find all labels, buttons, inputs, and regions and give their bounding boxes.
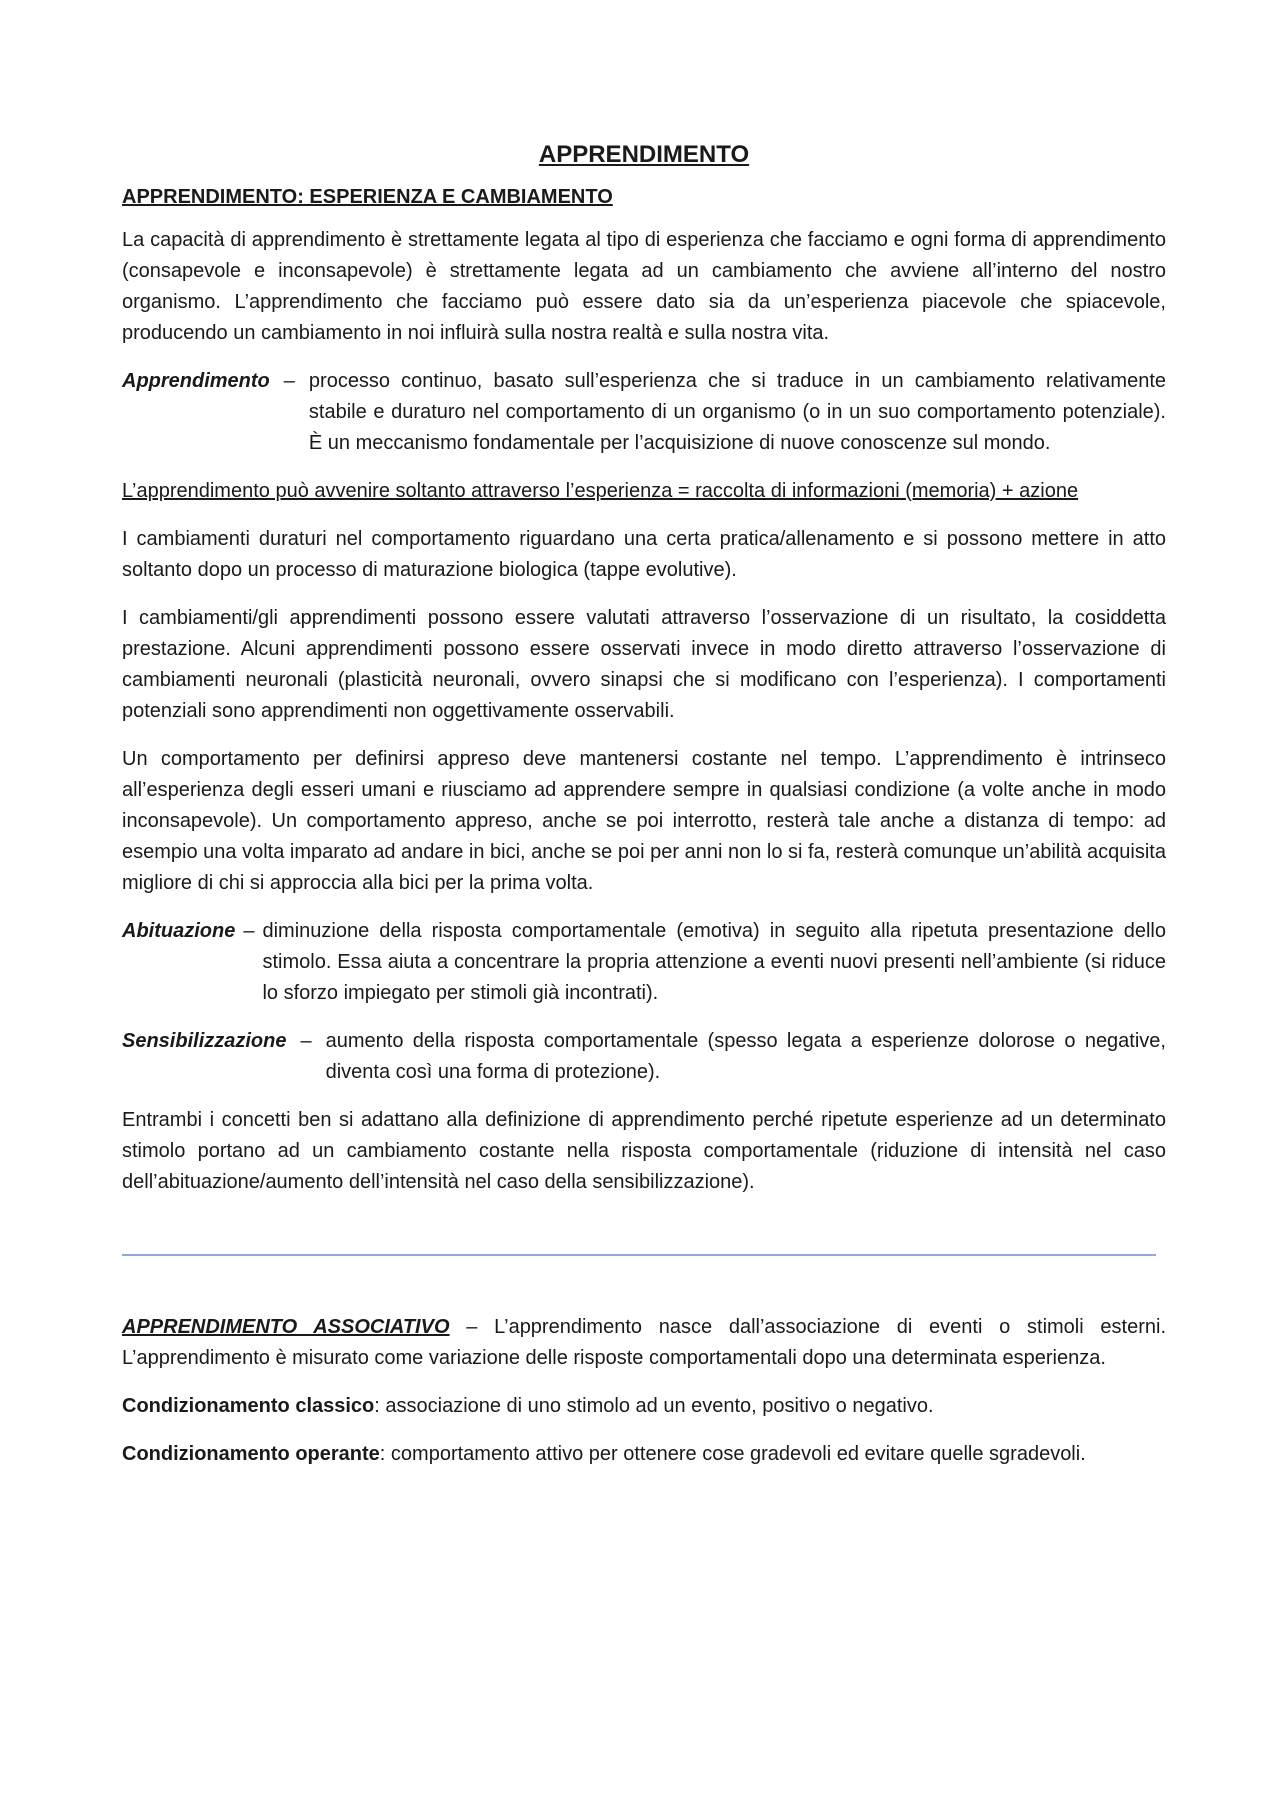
definition-apprendimento [122,366,1166,459]
operante-term: Condizionamento operante [122,1443,380,1465]
classico-term: Condizionamento classico [122,1395,375,1417]
paragraph-valutazione: I cambiamenti/gli apprendimenti possono essere valutati attraverso l’osservazione di un risultato, la cosiddetta prestazione. Alcuni apprendimenti possono essere osservati invece in modo diretto attraverso l’osservazione di cambiamenti neuronali (plasticità neuronali, ovvero sinapsi che si modificano con l’esperienza). I comportamenti potenziali sono apprendimenti non oggettivamente osservabili. [122,607,1166,722]
document-title: APPRENDIMENTO [538,141,750,168]
definition-text: diminuzione della risposta comportamentale (emotiva) in seguito alla ripetuta presentazione dello stimolo. Essa aiuta a concentrare la propria attenzione a eventi nuovi presenti nell’ambiente (si riduce lo sforzo impiegato per stimoli già incontrati). [262,920,1166,1004]
definition-term: Sensibilizzazione [122,1030,287,1052]
paragraph-classico [122,1391,1166,1422]
intro-paragraph: La capacità di apprendimento è strettamente legata al tipo di esperienza che facciamo e ogni forma di apprendimento (consapevole e inconsapevole) è strettamente legata ad un cambiamento che avviene all’interno del nostro organismo. L’apprendimento che facciamo può essere dato sia da un’esperienza piacevole che spiacevole, producendo un cambiamento in noi influirà sulla nostra realtà e sulla nostra vita. [122,229,1166,344]
associativo-text: – L’apprendimento nasce dall’associazione di eventi o stimoli esterni. L’apprendimento è misurato come variazione delle risposte comportamentali dopo una determinata esperienza. [122,1316,1166,1369]
definition-abituazione [122,916,1166,1009]
associativo-term: APPRENDIMENTO ASSOCIATIVO [122,1316,450,1338]
classico-text: : associazione di uno stimolo ad un evento, positivo o negativo. [374,1395,934,1417]
definition-term: Apprendimento [122,370,270,392]
paragraph-cambiamenti: I cambiamenti duraturi nel comportamento riguardano una certa pratica/allenamento e si possono mettere in atto soltanto dopo un processo di maturazione biologica (tappe evolutive). [122,528,1166,581]
operante-text: : comportamento attivo per ottenere cose gradevoli ed evitare quelle sgradevoli. [379,1443,1086,1465]
section-heading: APPRENDIMENTO: ESPERIENZA E CAMBIAMENTO [122,186,613,208]
document-page [122,140,1166,1487]
definition-dash: – [283,370,295,392]
definition-dash: – [243,920,255,942]
section-divider [122,1254,1156,1256]
definition-sensibilizzazione [122,1026,1166,1088]
definition-dash: – [300,1030,312,1052]
paragraph-operante [122,1439,1166,1470]
definition-text: processo continuo, basato sull’esperienza che si traduce in un cambiamento relativamente stabile e duraturo nel comportamento di un organismo (o in un suo comportamento potenziale). È un meccanismo fondamentale per l’acquisizione di nuove conoscenze sul mondo. [308,370,1166,454]
definition-text: aumento della risposta comportamentale (spesso legata a esperienze dolorose o negative, diventa così una forma di protezione). [325,1030,1166,1083]
paragraph-comportamento: Un comportamento per definirsi appreso deve mantenersi costante nel tempo. L’apprendimento è intrinseco all’esperienza degli esseri umani e riusciamo ad apprendere sempre in qualsiasi condizione (a volte anche in modo inconsapevole). Un comportamento appreso, anche se poi interrotto, resterà tale anche a distanza di tempo: ad esempio una volta imparato ad andare in bici, anche se poi per anni non lo si fa, resterà comunque un’abilità acquisita migliore di chi si approccia alla bici per la prima volta. [122,748,1166,894]
underlined-statement: L’apprendimento può avvenire soltanto attraverso l’esperienza = raccolta di informazioni (memoria) + azione [122,480,1079,502]
definition-term: Abituazione [122,920,236,942]
paragraph-entrambi: Entrambi i concetti ben si adattano alla definizione di apprendimento perché ripetute esperienze ad un determinato stimolo portano ad un cambiamento costante nella risposta comportamentale (riduzione di intensità nel caso dell’abituazione/aumento dell’intensità nel caso della sensibilizzazione). [122,1109,1166,1193]
paragraph-associativo [122,1312,1166,1374]
